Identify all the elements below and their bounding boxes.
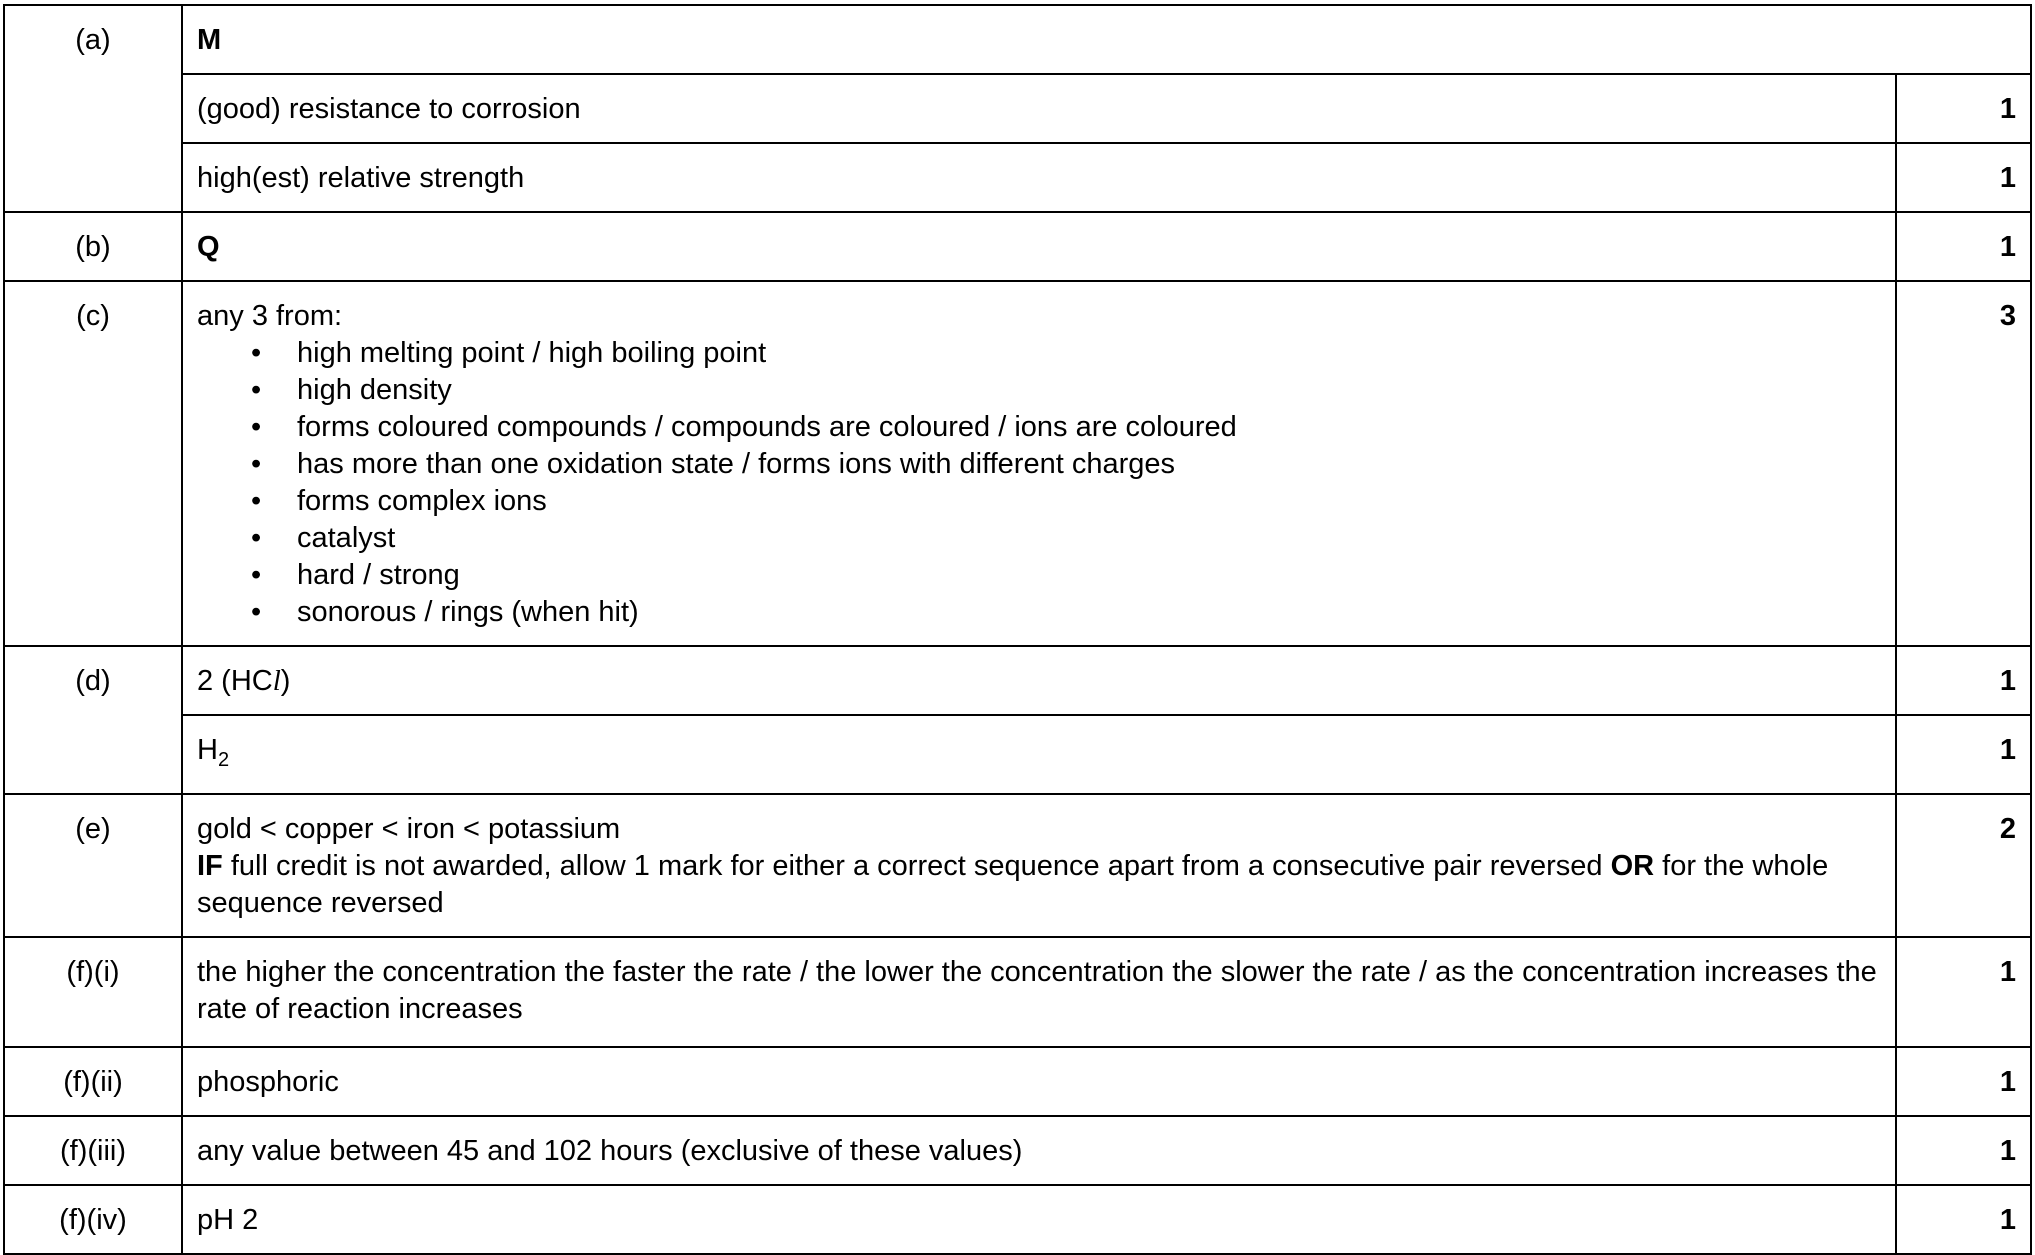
answer-cell: phosphoric xyxy=(182,1047,1896,1116)
answer-cell xyxy=(182,5,2031,74)
answer-cell xyxy=(182,281,1896,646)
mark-cell: 1 xyxy=(1896,1185,2031,1254)
question-label: (b) xyxy=(4,212,182,281)
table-row xyxy=(4,715,2031,794)
table-row xyxy=(4,937,2031,1047)
list-item: • hard / strong xyxy=(297,557,1881,594)
table-row xyxy=(4,74,2031,143)
answer-cell: pH 2 xyxy=(182,1185,1896,1254)
mark-cell: 1 xyxy=(1896,74,2031,143)
table-row xyxy=(4,5,2031,74)
question-label: (f)(i) xyxy=(4,937,182,1047)
list-item: • forms complex ions xyxy=(297,483,1881,520)
table-row xyxy=(4,1047,2031,1116)
table-row xyxy=(4,143,2031,212)
answer-cell xyxy=(182,794,1896,937)
mark-cell: 1 xyxy=(1896,646,2031,715)
table-row xyxy=(4,794,2031,937)
bullet-list xyxy=(197,335,1881,631)
question-label: (d) xyxy=(4,646,182,794)
answer-cell: (good) resistance to corrosion xyxy=(182,74,1896,143)
question-label: (e) xyxy=(4,794,182,937)
table-row xyxy=(4,1116,2031,1185)
note-text: for the whole sequence reversed xyxy=(197,849,1829,919)
formula-prefix: 2 (HC xyxy=(197,665,273,697)
list-item: • high melting point / high boiling point xyxy=(297,335,1881,372)
question-label: (a) xyxy=(4,5,182,212)
answer-cell: any value between 45 and 102 hours (exclusive of these values) xyxy=(182,1116,1896,1185)
answer-cell: high(est) relative strength xyxy=(182,143,1896,212)
list-item: • sonorous / rings (when hit) xyxy=(297,594,1881,631)
formula-suffix: ) xyxy=(280,665,291,697)
question-label: (f)(iv) xyxy=(4,1185,182,1254)
mark-cell: 1 xyxy=(1896,212,2031,281)
table-row xyxy=(4,646,2031,715)
list-item: • forms coloured compounds / compounds are coloured / ions are coloured xyxy=(297,409,1881,446)
mark-scheme-table xyxy=(3,4,2032,1255)
answer-cell: the higher the concentration the faster the rate / the lower the concentration the slower the rate / as the concentration increases the rate of reaction increases xyxy=(182,937,1896,1047)
mark-cell: 1 xyxy=(1896,937,2031,1047)
list-item: • catalyst xyxy=(297,520,1881,557)
answer-note xyxy=(197,848,1881,922)
answer-text: gold < copper < iron < potassium xyxy=(197,812,621,845)
mark-cell: 1 xyxy=(1896,143,2031,212)
question-label: (f)(iii) xyxy=(4,1116,182,1185)
table-row xyxy=(4,212,2031,281)
answer-text: Q xyxy=(197,231,220,263)
mark-cell: 2 xyxy=(1896,794,2031,937)
question-label: (f)(ii) xyxy=(4,1047,182,1116)
answer-intro: any 3 from: xyxy=(197,300,343,332)
keyword-or: OR xyxy=(1610,849,1655,882)
mark-cell: 3 xyxy=(1896,281,2031,646)
list-item: • has more than one oxidation state / forms ions with different charges xyxy=(297,446,1881,483)
answer-heading: M xyxy=(197,24,222,56)
answer-cell xyxy=(182,715,1896,794)
formula-italic-l: l xyxy=(272,665,281,697)
question-label: (c) xyxy=(4,281,182,646)
mark-cell: 1 xyxy=(1896,1047,2031,1116)
note-text: full credit is not awarded, allow 1 mark for either a correct sequence apart from a consecutive pair reversed xyxy=(222,849,1611,882)
answer-cell xyxy=(182,646,1896,715)
answer-cell xyxy=(182,212,1896,281)
keyword-if: IF xyxy=(197,849,223,882)
formula-base: H xyxy=(197,734,218,766)
list-item: • high density xyxy=(297,372,1881,409)
mark-cell: 1 xyxy=(1896,715,2031,794)
table-row xyxy=(4,1185,2031,1254)
formula-subscript: 2 xyxy=(217,748,230,771)
table-row xyxy=(4,281,2031,646)
mark-cell: 1 xyxy=(1896,1116,2031,1185)
